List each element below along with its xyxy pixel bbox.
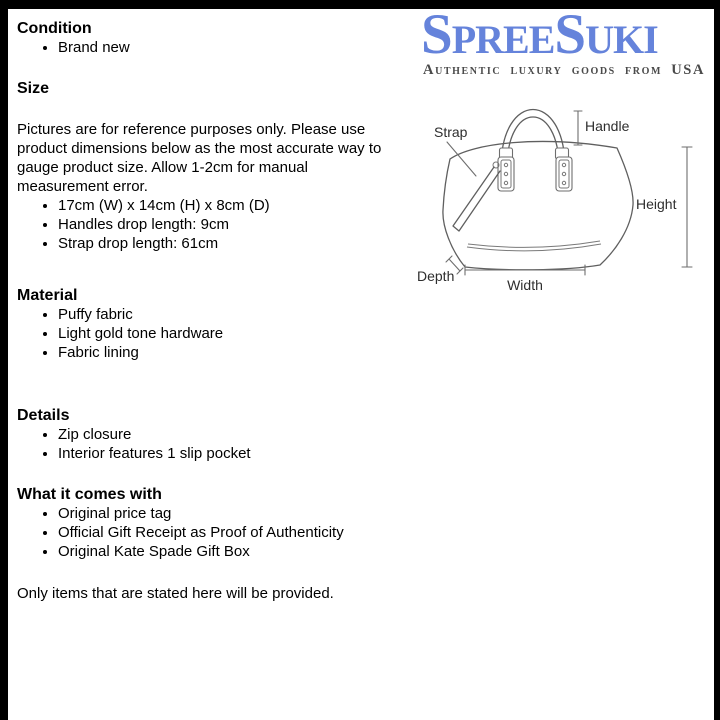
comes-with-heading: What it comes with: [17, 486, 162, 503]
details-list: [17, 425, 419, 463]
brand-tagline: Authentic luxury goods from USA: [423, 62, 706, 78]
material-heading: Material: [17, 287, 78, 304]
page-border-left: [0, 0, 8, 720]
description-column: [17, 0, 419, 603]
bag-diagram: [415, 98, 715, 303]
details-heading: Details: [17, 407, 70, 424]
height-measure-line: [682, 147, 692, 267]
list-item: • 17cm (W) x 14cm (H) x 8cm (D): [58, 196, 419, 215]
bag-clasp-left: [498, 157, 514, 191]
size-paragraph-line: product dimensions below as the most accurate way to: [17, 140, 382, 157]
size-paragraph-line: gauge product size. Allow 1-2cm for manual: [17, 159, 308, 176]
list-item: • Puffy fabric: [58, 305, 419, 324]
list-item: • Interior features 1 slip pocket: [58, 444, 419, 463]
width-measure-line: [465, 265, 585, 275]
bag-strap: [453, 167, 500, 231]
material-list: [17, 305, 419, 362]
width-label: Width: [507, 277, 543, 293]
bag-clasp-right: [556, 157, 572, 191]
brand-logo: SpreeSuki: [421, 5, 658, 63]
size-heading: Size: [17, 80, 50, 97]
list-item: • Zip closure: [58, 425, 419, 444]
list-item: • Official Gift Receipt as Proof of Authenticity: [58, 523, 419, 542]
size-paragraph: [17, 120, 419, 196]
list-item: • Brand new: [58, 38, 419, 57]
list-item: • Light gold tone hardware: [58, 324, 419, 343]
size-paragraph-line: measurement error.: [17, 178, 148, 195]
footer-note: Only items that are stated here will be provided.: [17, 585, 334, 602]
list-item: • Original Kate Spade Gift Box: [58, 542, 419, 561]
size-list: [17, 196, 419, 253]
handle-measure-line: [574, 111, 582, 145]
list-item: • Strap drop length: 61cm: [58, 234, 419, 253]
condition-heading: Condition: [17, 20, 92, 37]
strap-pointer-line: [447, 142, 476, 176]
condition-list: [17, 38, 419, 57]
list-item: • Handles drop length: 9cm: [58, 215, 419, 234]
size-paragraph-line: Pictures are for reference purposes only. Please use: [17, 121, 366, 138]
handle-label: Handle: [585, 118, 630, 134]
depth-label: Depth: [417, 268, 455, 284]
list-item: • Fabric lining: [58, 343, 419, 362]
height-label: Height: [636, 196, 677, 212]
bag-seam-line-2: [468, 241, 600, 247]
list-item: • Original price tag: [58, 504, 419, 523]
comes-with-list: [17, 504, 419, 561]
strap-label: Strap: [434, 124, 468, 140]
